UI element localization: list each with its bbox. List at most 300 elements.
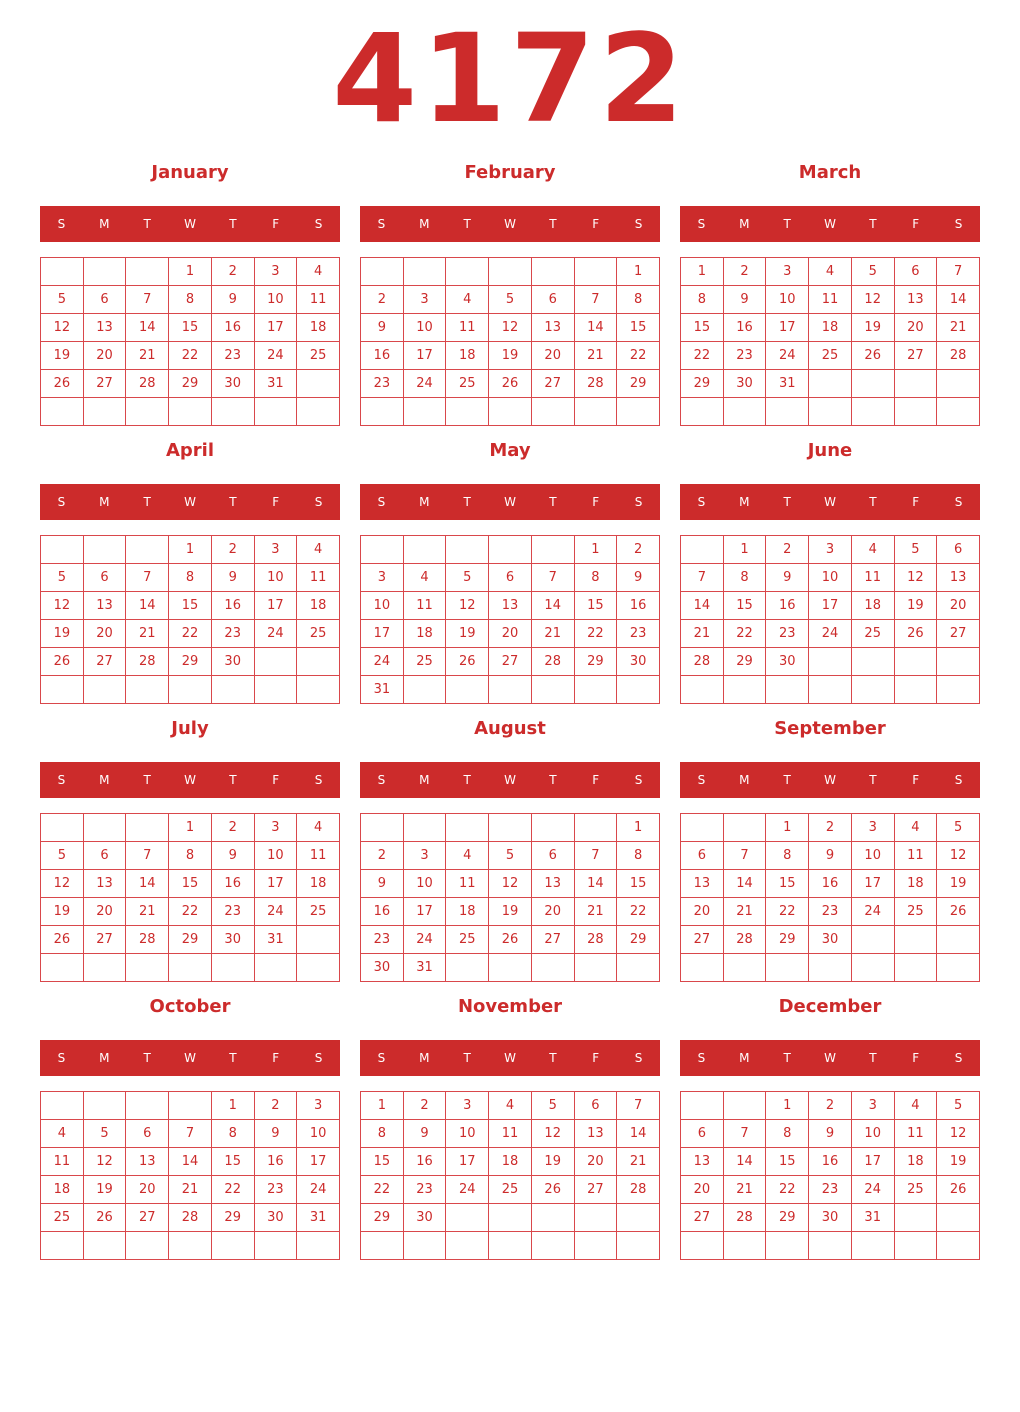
- day-cell: 7: [126, 564, 169, 592]
- day-cell: 24: [361, 648, 404, 676]
- day-cell: 6: [84, 842, 127, 870]
- day-cell: 11: [895, 842, 938, 870]
- weekday-label: S: [954, 1051, 963, 1065]
- day-cell: 13: [895, 286, 938, 314]
- day-cell: 25: [297, 620, 340, 648]
- day-cell: 20: [532, 898, 575, 926]
- day-cell: 22: [766, 1176, 809, 1204]
- weekday-header: [360, 484, 660, 520]
- day-cell: 14: [532, 592, 575, 620]
- weekday-label: M: [419, 1051, 430, 1065]
- empty-cell: [41, 676, 84, 704]
- day-cell: 23: [212, 620, 255, 648]
- weekday-label: T: [463, 1051, 471, 1065]
- day-cell: 28: [575, 370, 618, 398]
- empty-cell: [532, 1232, 575, 1260]
- weekday-label: W: [504, 1051, 516, 1065]
- empty-cell: [361, 814, 404, 842]
- weekday-header: [360, 1040, 660, 1076]
- empty-cell: [489, 536, 532, 564]
- weekday-label: T: [143, 495, 151, 509]
- day-cell: 15: [766, 1148, 809, 1176]
- day-cell: 21: [724, 1176, 767, 1204]
- day-cell: 10: [852, 842, 895, 870]
- day-cell: 11: [297, 564, 340, 592]
- day-cell: 22: [617, 898, 660, 926]
- empty-cell: [532, 258, 575, 286]
- weekday-label: S: [377, 495, 386, 509]
- empty-cell: [84, 398, 127, 426]
- empty-cell: [446, 258, 489, 286]
- empty-cell: [937, 1232, 980, 1260]
- day-cell: 20: [84, 898, 127, 926]
- day-cell: 4: [489, 1092, 532, 1120]
- day-grid: [40, 257, 340, 426]
- weekday-header: [40, 762, 340, 798]
- day-cell: 20: [84, 342, 127, 370]
- day-cell: 24: [255, 342, 298, 370]
- day-cell: 15: [169, 592, 212, 620]
- day-cell: 29: [766, 1204, 809, 1232]
- day-cell: 12: [84, 1148, 127, 1176]
- day-cell: 8: [617, 842, 660, 870]
- day-cell: 28: [126, 370, 169, 398]
- day-cell: 11: [489, 1120, 532, 1148]
- empty-cell: [852, 676, 895, 704]
- day-cell: 13: [937, 564, 980, 592]
- day-cell: 19: [532, 1148, 575, 1176]
- weekday-label: T: [549, 495, 557, 509]
- day-cell: 25: [852, 620, 895, 648]
- day-cell: 22: [212, 1176, 255, 1204]
- day-cell: 18: [446, 898, 489, 926]
- day-cell: 27: [895, 342, 938, 370]
- day-cell: 7: [532, 564, 575, 592]
- day-cell: 17: [446, 1148, 489, 1176]
- day-cell: 25: [446, 926, 489, 954]
- empty-cell: [852, 648, 895, 676]
- day-cell: 13: [681, 1148, 724, 1176]
- day-cell: 16: [809, 870, 852, 898]
- day-cell: 2: [766, 536, 809, 564]
- day-cell: 25: [895, 1176, 938, 1204]
- day-cell: 22: [724, 620, 767, 648]
- day-cell: 18: [41, 1176, 84, 1204]
- weekday-label: T: [549, 773, 557, 787]
- day-cell: 5: [937, 1092, 980, 1120]
- empty-cell: [169, 1092, 212, 1120]
- empty-cell: [255, 676, 298, 704]
- day-cell: 4: [446, 842, 489, 870]
- day-cell: 16: [617, 592, 660, 620]
- weekday-label: S: [697, 1051, 706, 1065]
- empty-cell: [489, 676, 532, 704]
- day-cell: 19: [41, 620, 84, 648]
- day-cell: 19: [84, 1176, 127, 1204]
- day-cell: 7: [724, 842, 767, 870]
- day-cell: 26: [41, 648, 84, 676]
- day-cell: 2: [617, 536, 660, 564]
- day-cell: 21: [575, 898, 618, 926]
- day-cell: 12: [937, 842, 980, 870]
- day-cell: 24: [766, 342, 809, 370]
- weekday-label: F: [592, 773, 600, 787]
- day-cell: 11: [446, 314, 489, 342]
- day-cell: 25: [489, 1176, 532, 1204]
- day-cell: 26: [489, 370, 532, 398]
- empty-cell: [84, 814, 127, 842]
- empty-cell: [681, 676, 724, 704]
- weekday-label: S: [377, 1051, 386, 1065]
- day-grid: [680, 535, 980, 704]
- day-cell: 3: [852, 814, 895, 842]
- day-cell: 27: [126, 1204, 169, 1232]
- day-cell: 21: [126, 342, 169, 370]
- empty-cell: [852, 926, 895, 954]
- day-cell: 19: [895, 592, 938, 620]
- weekday-label: T: [143, 217, 151, 231]
- empty-cell: [895, 1232, 938, 1260]
- day-cell: 3: [255, 536, 298, 564]
- weekday-label: M: [739, 495, 750, 509]
- month-name: May: [489, 440, 531, 461]
- weekday-label: W: [504, 773, 516, 787]
- day-cell: 9: [809, 1120, 852, 1148]
- day-cell: 4: [41, 1120, 84, 1148]
- day-cell: 25: [446, 370, 489, 398]
- weekday-label: W: [504, 495, 516, 509]
- weekday-label: M: [99, 495, 110, 509]
- weekday-label: T: [783, 217, 791, 231]
- empty-cell: [809, 954, 852, 982]
- day-cell: 29: [681, 370, 724, 398]
- day-cell: 20: [532, 342, 575, 370]
- day-cell: 19: [41, 898, 84, 926]
- day-cell: 18: [446, 342, 489, 370]
- day-cell: 11: [809, 286, 852, 314]
- weekday-label: S: [634, 1051, 643, 1065]
- day-cell: 20: [895, 314, 938, 342]
- day-cell: 29: [617, 926, 660, 954]
- day-cell: 28: [126, 648, 169, 676]
- empty-cell: [809, 1232, 852, 1260]
- day-cell: 27: [575, 1176, 618, 1204]
- day-cell: 9: [724, 286, 767, 314]
- empty-cell: [724, 954, 767, 982]
- empty-cell: [895, 398, 938, 426]
- day-cell: 17: [297, 1148, 340, 1176]
- weekday-label: T: [783, 1051, 791, 1065]
- day-cell: 14: [681, 592, 724, 620]
- day-cell: 7: [126, 842, 169, 870]
- day-cell: 14: [617, 1120, 660, 1148]
- weekday-label: T: [229, 773, 237, 787]
- day-cell: 7: [169, 1120, 212, 1148]
- day-cell: 29: [169, 370, 212, 398]
- empty-cell: [895, 1204, 938, 1232]
- day-cell: 21: [575, 342, 618, 370]
- weekday-label: S: [314, 1051, 323, 1065]
- day-cell: 28: [724, 926, 767, 954]
- empty-cell: [617, 676, 660, 704]
- day-cell: 5: [852, 258, 895, 286]
- day-cell: 24: [297, 1176, 340, 1204]
- weekday-label: T: [783, 495, 791, 509]
- empty-cell: [617, 954, 660, 982]
- day-cell: 23: [724, 342, 767, 370]
- empty-cell: [361, 1232, 404, 1260]
- day-cell: 6: [84, 286, 127, 314]
- weekday-label: T: [229, 217, 237, 231]
- weekday-label: S: [57, 773, 66, 787]
- weekday-label: M: [739, 1051, 750, 1065]
- day-cell: 7: [937, 258, 980, 286]
- day-cell: 3: [852, 1092, 895, 1120]
- day-cell: 2: [212, 258, 255, 286]
- empty-cell: [297, 398, 340, 426]
- day-cell: 17: [361, 620, 404, 648]
- day-cell: 21: [617, 1148, 660, 1176]
- day-cell: 17: [809, 592, 852, 620]
- day-cell: 23: [212, 898, 255, 926]
- day-cell: 5: [41, 564, 84, 592]
- month-name: January: [151, 162, 229, 183]
- empty-cell: [809, 676, 852, 704]
- month-name: February: [464, 162, 556, 183]
- empty-cell: [446, 676, 489, 704]
- day-cell: 18: [297, 870, 340, 898]
- empty-cell: [297, 676, 340, 704]
- day-cell: 24: [404, 926, 447, 954]
- day-cell: 18: [895, 1148, 938, 1176]
- day-cell: 6: [84, 564, 127, 592]
- day-cell: 6: [532, 842, 575, 870]
- weekday-label: F: [592, 217, 600, 231]
- empty-cell: [404, 398, 447, 426]
- day-cell: 15: [724, 592, 767, 620]
- day-cell: 23: [255, 1176, 298, 1204]
- empty-cell: [575, 676, 618, 704]
- day-cell: 8: [724, 564, 767, 592]
- weekday-label: S: [314, 217, 323, 231]
- day-cell: 9: [617, 564, 660, 592]
- day-cell: 7: [724, 1120, 767, 1148]
- empty-cell: [169, 398, 212, 426]
- weekday-label: M: [99, 1051, 110, 1065]
- weekday-label: T: [463, 773, 471, 787]
- day-cell: 26: [446, 648, 489, 676]
- day-cell: 15: [212, 1148, 255, 1176]
- day-cell: 17: [766, 314, 809, 342]
- day-cell: 4: [852, 536, 895, 564]
- day-cell: 3: [404, 286, 447, 314]
- day-cell: 15: [361, 1148, 404, 1176]
- day-cell: 6: [895, 258, 938, 286]
- year-title: 4172: [332, 8, 688, 150]
- empty-cell: [41, 954, 84, 982]
- day-cell: 21: [126, 898, 169, 926]
- day-cell: 4: [895, 814, 938, 842]
- day-cell: 20: [681, 1176, 724, 1204]
- weekday-label: T: [229, 1051, 237, 1065]
- day-cell: 7: [617, 1092, 660, 1120]
- day-cell: 31: [297, 1204, 340, 1232]
- day-cell: 4: [297, 814, 340, 842]
- weekday-label: F: [912, 1051, 920, 1065]
- day-cell: 23: [617, 620, 660, 648]
- day-cell: 24: [809, 620, 852, 648]
- weekday-label: S: [954, 773, 963, 787]
- day-cell: 1: [169, 258, 212, 286]
- day-cell: 25: [404, 648, 447, 676]
- weekday-label: W: [824, 495, 836, 509]
- day-cell: 30: [724, 370, 767, 398]
- weekday-label: S: [697, 495, 706, 509]
- day-cell: 17: [852, 1148, 895, 1176]
- day-cell: 4: [446, 286, 489, 314]
- day-cell: 28: [681, 648, 724, 676]
- day-cell: 27: [84, 926, 127, 954]
- weekday-label: S: [634, 495, 643, 509]
- empty-cell: [446, 536, 489, 564]
- day-cell: 2: [212, 536, 255, 564]
- day-cell: 26: [489, 926, 532, 954]
- weekday-label: W: [184, 495, 196, 509]
- empty-cell: [126, 954, 169, 982]
- empty-cell: [852, 398, 895, 426]
- weekday-label: T: [869, 773, 877, 787]
- day-cell: 3: [297, 1092, 340, 1120]
- day-cell: 16: [724, 314, 767, 342]
- empty-cell: [681, 536, 724, 564]
- day-grid: [360, 1091, 660, 1260]
- day-cell: 27: [489, 648, 532, 676]
- weekday-header: [40, 484, 340, 520]
- day-cell: 18: [809, 314, 852, 342]
- day-cell: 9: [212, 842, 255, 870]
- day-cell: 4: [297, 536, 340, 564]
- day-cell: 13: [532, 870, 575, 898]
- day-cell: 14: [126, 870, 169, 898]
- day-cell: 13: [84, 314, 127, 342]
- day-cell: 10: [852, 1120, 895, 1148]
- day-cell: 22: [361, 1176, 404, 1204]
- day-cell: 30: [212, 370, 255, 398]
- weekday-label: S: [57, 217, 66, 231]
- day-cell: 22: [169, 620, 212, 648]
- day-cell: 28: [617, 1176, 660, 1204]
- empty-cell: [895, 954, 938, 982]
- day-cell: 2: [361, 842, 404, 870]
- empty-cell: [852, 954, 895, 982]
- day-cell: 1: [169, 536, 212, 564]
- day-cell: 10: [446, 1120, 489, 1148]
- day-cell: 5: [446, 564, 489, 592]
- empty-cell: [169, 1232, 212, 1260]
- day-cell: 13: [84, 592, 127, 620]
- day-cell: 6: [126, 1120, 169, 1148]
- empty-cell: [404, 814, 447, 842]
- month-name: September: [774, 718, 886, 739]
- day-cell: 17: [255, 592, 298, 620]
- day-cell: 30: [255, 1204, 298, 1232]
- empty-cell: [724, 398, 767, 426]
- day-grid: [40, 1091, 340, 1260]
- day-cell: 30: [809, 1204, 852, 1232]
- day-cell: 16: [766, 592, 809, 620]
- day-cell: 28: [724, 1204, 767, 1232]
- day-cell: 5: [532, 1092, 575, 1120]
- empty-cell: [297, 926, 340, 954]
- empty-cell: [84, 676, 127, 704]
- month-name: April: [165, 440, 215, 461]
- empty-cell: [681, 954, 724, 982]
- day-cell: 6: [575, 1092, 618, 1120]
- day-cell: 9: [766, 564, 809, 592]
- day-cell: 30: [404, 1204, 447, 1232]
- day-cell: 17: [255, 314, 298, 342]
- weekday-label: T: [869, 1051, 877, 1065]
- empty-cell: [681, 398, 724, 426]
- weekday-label: W: [824, 773, 836, 787]
- empty-cell: [766, 676, 809, 704]
- day-cell: 11: [852, 564, 895, 592]
- empty-cell: [724, 676, 767, 704]
- day-cell: 20: [575, 1148, 618, 1176]
- day-cell: 14: [126, 592, 169, 620]
- day-cell: 19: [937, 870, 980, 898]
- empty-cell: [297, 954, 340, 982]
- day-cell: 27: [532, 370, 575, 398]
- day-cell: 8: [575, 564, 618, 592]
- empty-cell: [361, 258, 404, 286]
- day-cell: 2: [404, 1092, 447, 1120]
- month-name: August: [474, 718, 546, 739]
- day-cell: 6: [937, 536, 980, 564]
- day-cell: 13: [84, 870, 127, 898]
- day-cell: 26: [41, 370, 84, 398]
- day-cell: 30: [766, 648, 809, 676]
- empty-cell: [41, 1092, 84, 1120]
- day-cell: 19: [489, 342, 532, 370]
- day-cell: 5: [937, 814, 980, 842]
- empty-cell: [937, 926, 980, 954]
- empty-cell: [895, 676, 938, 704]
- day-cell: 10: [404, 314, 447, 342]
- empty-cell: [41, 398, 84, 426]
- day-cell: 8: [361, 1120, 404, 1148]
- day-cell: 18: [852, 592, 895, 620]
- weekday-label: M: [419, 217, 430, 231]
- day-cell: 18: [489, 1148, 532, 1176]
- day-cell: 12: [41, 592, 84, 620]
- day-cell: 29: [766, 926, 809, 954]
- day-cell: 17: [852, 870, 895, 898]
- day-cell: 4: [404, 564, 447, 592]
- day-cell: 13: [126, 1148, 169, 1176]
- day-cell: 12: [489, 870, 532, 898]
- day-cell: 24: [255, 620, 298, 648]
- empty-cell: [532, 398, 575, 426]
- day-cell: 22: [766, 898, 809, 926]
- day-cell: 3: [809, 536, 852, 564]
- day-cell: 3: [404, 842, 447, 870]
- day-cell: 13: [532, 314, 575, 342]
- empty-cell: [937, 676, 980, 704]
- empty-cell: [937, 398, 980, 426]
- day-cell: 10: [809, 564, 852, 592]
- day-cell: 7: [681, 564, 724, 592]
